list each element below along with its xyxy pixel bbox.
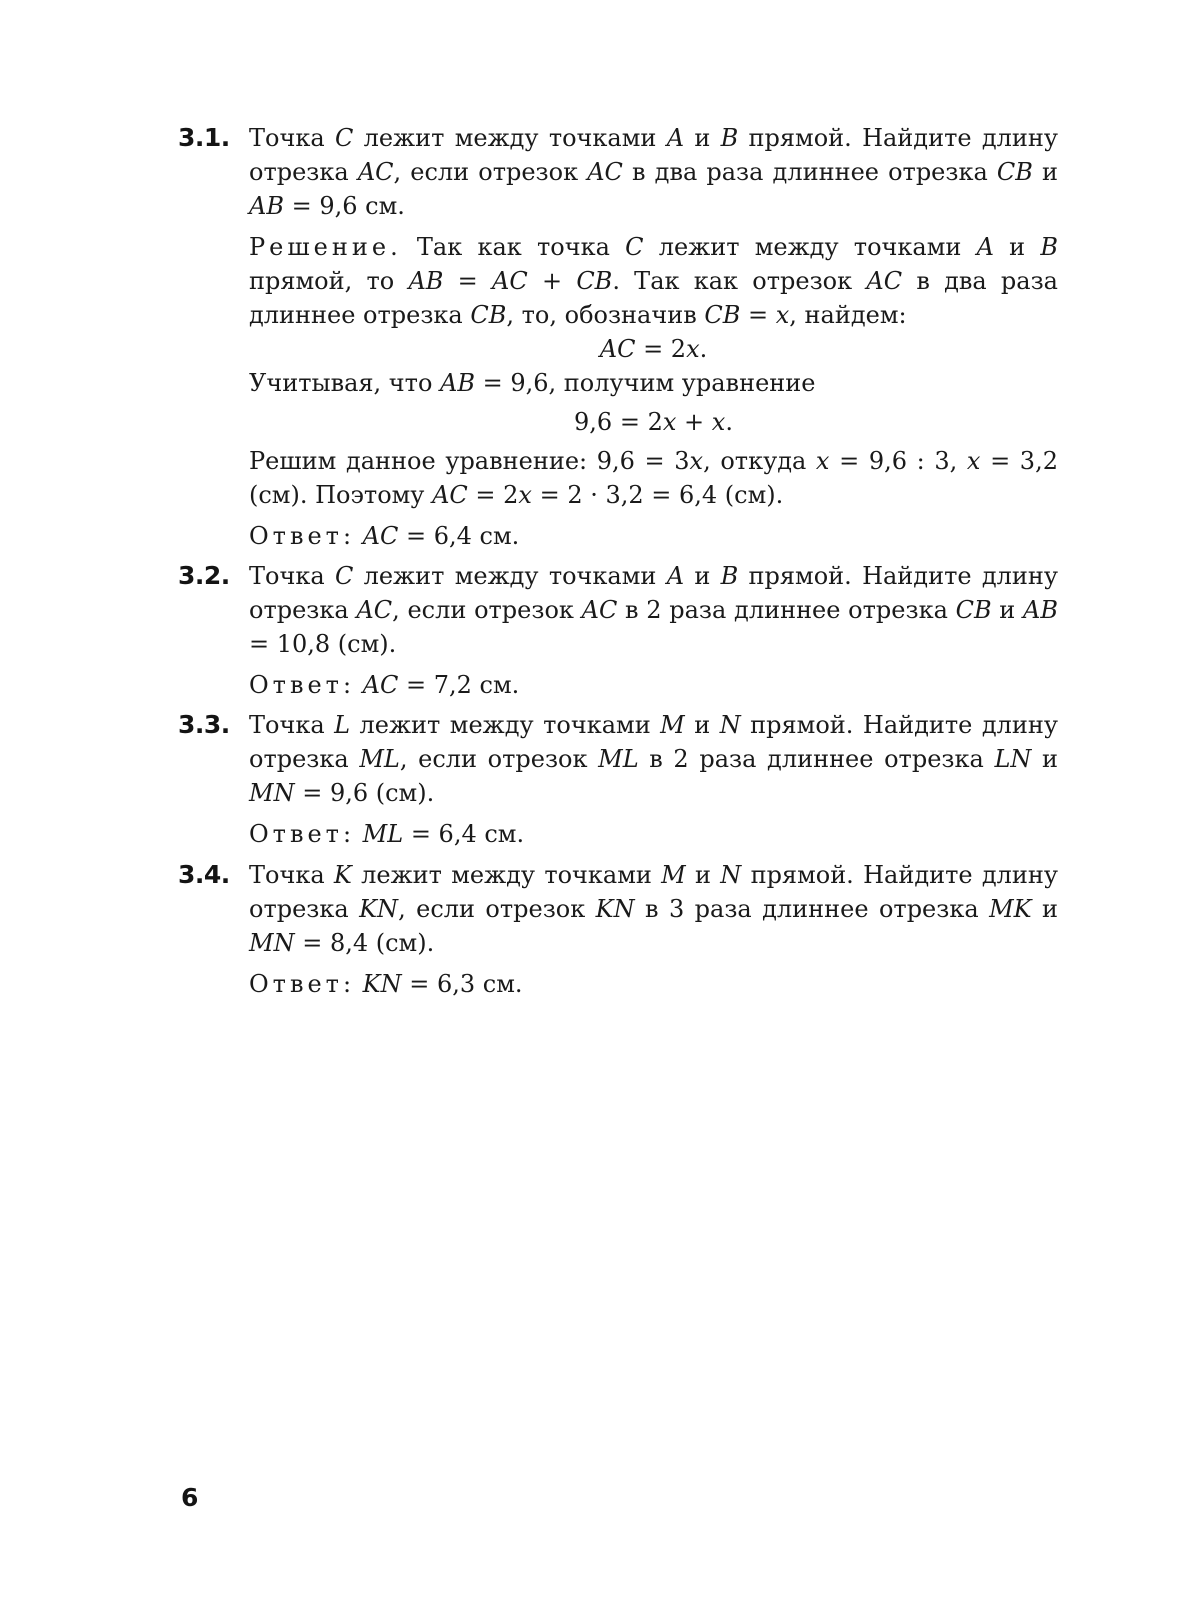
math-variable: KN (362, 970, 402, 998)
math-variable: AB (408, 267, 444, 295)
text-run: прямой. Найдите длину отрезка (249, 861, 1058, 923)
math-variable: N (719, 711, 741, 739)
math-variable: L (334, 711, 351, 739)
math-variable: AC (362, 671, 399, 699)
answer-value (355, 522, 519, 550)
text-run: = 3,2 (см). Поэтому (249, 447, 1058, 509)
text-run: и (1032, 158, 1059, 186)
math-variable: AC (866, 267, 903, 295)
text-run: = 2 · 3,2 = 6,4 (см). (531, 481, 784, 509)
math-variable: C (334, 124, 354, 152)
math-variable: K (333, 861, 352, 889)
text-run: и (991, 596, 1024, 624)
problem-statement (249, 858, 1058, 960)
text-run: , если отрезок (392, 596, 582, 624)
text-run: = 6,4 см. (398, 522, 520, 550)
math-variable: MN (249, 929, 295, 957)
solution-label: Решение. (249, 233, 402, 261)
text-run: прямой, то (249, 267, 409, 295)
problem-3-4 (178, 858, 1058, 1001)
formula-equation (249, 405, 1058, 439)
math-variable: ML (598, 745, 639, 773)
problem-body (249, 708, 1058, 851)
text-run: Точка (249, 711, 335, 739)
math-variable: ML (362, 820, 404, 848)
problem-number: 3.2. (178, 561, 230, 590)
text-run: = 2 (635, 335, 687, 363)
math-variable: AC (356, 596, 393, 624)
text-run: и (993, 233, 1041, 261)
math-variable: CB (576, 267, 613, 295)
math-variable: N (720, 861, 742, 889)
problem-3-3 (178, 708, 1058, 851)
answer-label: Ответ: (249, 820, 356, 848)
text-run (355, 671, 363, 699)
text-run: . (699, 335, 708, 363)
answer-label: Ответ: (249, 671, 356, 699)
math-variable: CB (996, 158, 1033, 186)
math-variable: LN (994, 745, 1032, 773)
text-run: Учитывая, что (249, 369, 441, 397)
text-run: + (676, 408, 712, 436)
math-variable: MK (989, 895, 1032, 923)
text-run (355, 522, 363, 550)
math-variable: x (686, 335, 700, 363)
text-run: , найдем: (789, 301, 907, 329)
text-run: и (684, 124, 721, 152)
math-variable: CB (704, 301, 741, 329)
math-variable: ML (359, 745, 400, 773)
math-variable: x (966, 447, 981, 475)
math-variable: AC (432, 481, 468, 509)
text-run: Решим данное уравнение: 9,6 = 3 (249, 447, 690, 475)
answer (249, 668, 1058, 702)
math-variable: B (1040, 233, 1058, 261)
text-run: = 7,2 см. (398, 671, 520, 699)
text-run: 9,6 = 2 (574, 408, 663, 436)
text-run: лежит между точками (643, 233, 977, 261)
answer-value (355, 820, 524, 848)
text-run: прямой. Найдите длину отрезка (249, 562, 1058, 624)
text-run: = 2 (467, 481, 519, 509)
math-variable: AC (362, 522, 399, 550)
math-variable: AC (492, 267, 528, 295)
text-run: лежит между точками (351, 861, 662, 889)
text-run: в два раза длиннее отрезка (249, 267, 1058, 329)
text-run: = (740, 301, 776, 329)
math-variable: M (660, 711, 685, 739)
solution-end (249, 444, 1058, 512)
math-variable: AB (1023, 596, 1058, 624)
math-variable: AC (357, 158, 394, 186)
math-variable: AB (440, 369, 475, 397)
math-variable: KN (359, 895, 399, 923)
text-run: = 9,6, получим уравнение (475, 369, 816, 397)
math-variable: x (815, 447, 830, 475)
answer-label: Ответ: (249, 970, 356, 998)
text-run: лежит между точками (350, 711, 661, 739)
problem-body (249, 559, 1058, 702)
text-run: в 3 раза длиннее отрезка (634, 895, 990, 923)
math-variable: B (720, 124, 739, 152)
math-variable: A (666, 124, 685, 152)
text-run: = 6,4 см. (403, 820, 525, 848)
answer-label: Ответ: (249, 522, 356, 550)
math-variable: CB (470, 301, 507, 329)
text-run: прямой. Найдите длину отрезка (249, 711, 1058, 773)
text-run: и (1031, 895, 1059, 923)
text-run (355, 820, 363, 848)
text-run: Точка (249, 124, 335, 152)
text-run: + (527, 267, 577, 295)
problem-statement (249, 708, 1058, 810)
text-run: Так как точка (401, 233, 626, 261)
text-run: , то, обозначив (506, 301, 705, 329)
problem-body (249, 858, 1058, 1001)
math-variable: x (689, 447, 704, 475)
problem-statement (249, 559, 1058, 661)
math-variable: CB (955, 596, 992, 624)
problem-body (249, 121, 1058, 553)
math-variable: M (661, 861, 686, 889)
solution-middle (249, 366, 1058, 400)
text-run: = 10,8 (см). (249, 630, 397, 658)
problem-number: 3.1. (178, 123, 230, 152)
math-variable: KN (595, 895, 635, 923)
page-number: 6 (181, 1483, 199, 1512)
text-run: , если отрезок (393, 158, 588, 186)
problem-number: 3.3. (178, 710, 230, 739)
text-run: , если отрезок (399, 745, 599, 773)
math-variable: A (666, 562, 685, 590)
text-run: и (684, 562, 721, 590)
math-variable: C (334, 562, 354, 590)
answer (249, 817, 1058, 851)
math-variable: AB (249, 192, 284, 220)
problem-3-1 (178, 121, 1058, 553)
text-run: лежит между точками (353, 562, 667, 590)
text-run: Точка (249, 861, 334, 889)
math-variable: x (711, 408, 726, 436)
problem-3-2 (178, 559, 1058, 702)
text-run: в два раза длиннее отрезка (622, 158, 997, 186)
answer-value (355, 970, 522, 998)
math-variable: MN (249, 779, 295, 807)
text-run: , если отрезок (398, 895, 596, 923)
text-run: = 9,6 : 3, (829, 447, 967, 475)
text-run: и (685, 861, 721, 889)
text-run (355, 970, 363, 998)
math-variable: AC (599, 335, 636, 363)
math-variable: x (518, 481, 532, 509)
answer (249, 519, 1058, 553)
text-run: прямой. Найдите длину отрезка (249, 124, 1058, 186)
text-run: = 6,3 см. (401, 970, 523, 998)
text-run: = 9,6 (см). (294, 779, 435, 807)
text-run: лежит между точками (353, 124, 667, 152)
math-variable: x (662, 408, 677, 436)
text-run: в 2 раза длиннее отрезка (638, 745, 995, 773)
formula-ac (249, 332, 1058, 366)
answer (249, 967, 1058, 1001)
text-run: . Так как отрезок (612, 267, 867, 295)
text-run: . (725, 408, 733, 436)
math-variable: A (976, 233, 994, 261)
math-variable: C (625, 233, 644, 261)
problem-statement (249, 121, 1058, 223)
text-run: = (443, 267, 493, 295)
math-variable: AC (581, 596, 618, 624)
problem-number: 3.4. (178, 860, 230, 889)
math-variable: B (720, 562, 739, 590)
text-run: и (684, 711, 720, 739)
math-variable: AC (587, 158, 623, 186)
text-run: = 9,6 см. (283, 192, 405, 220)
answer-value (355, 671, 519, 699)
text-run: и (1031, 745, 1059, 773)
text-run: в 2 раза длиннее отрезка (617, 596, 956, 624)
text-run: , откуда (703, 447, 816, 475)
text-run: = 8,4 (см). (294, 929, 435, 957)
math-variable: x (775, 301, 790, 329)
solution-intro (249, 230, 1058, 332)
text-run: Точка (249, 562, 335, 590)
